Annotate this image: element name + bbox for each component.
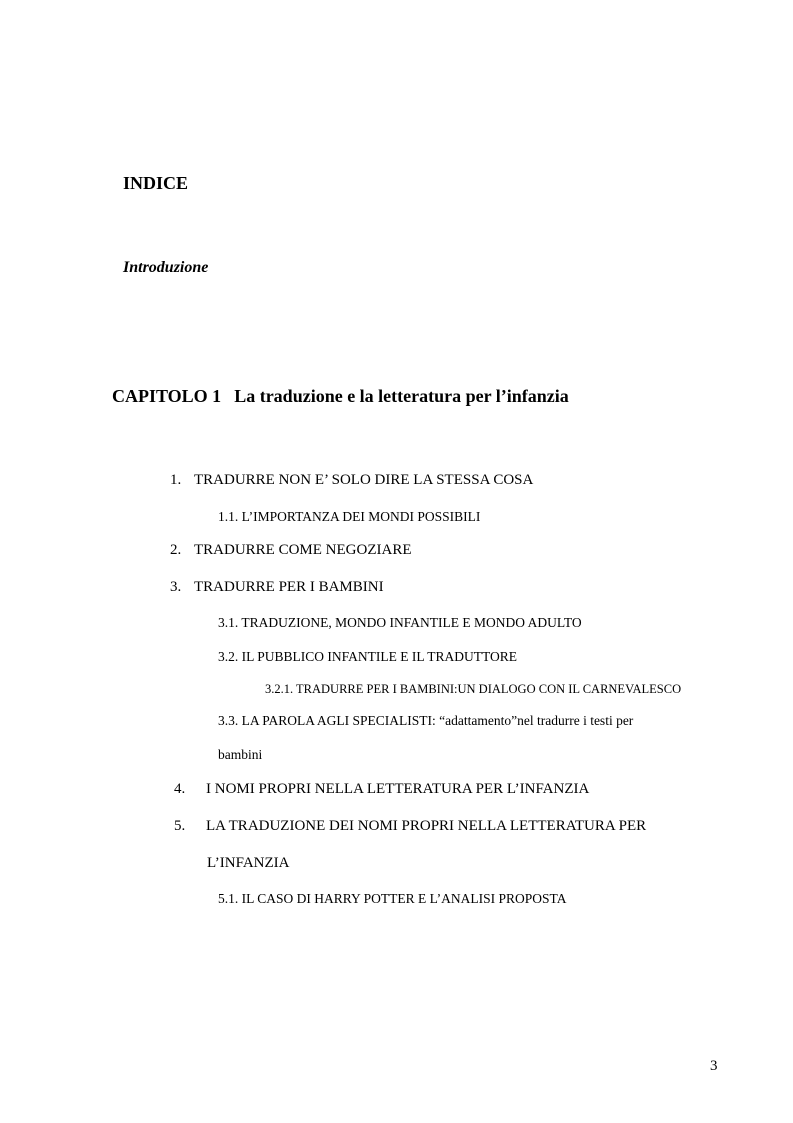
toc-entry-text: TRADURRE COME NEGOZIARE bbox=[194, 542, 412, 558]
chapter-heading bbox=[112, 387, 569, 405]
toc-entry-3-1: 3.1. TRADUZIONE, MONDO INFANTILE E MONDO ADULTO bbox=[218, 615, 582, 630]
toc-entry-number: 1. bbox=[170, 472, 182, 488]
toc-entry-1 bbox=[170, 473, 533, 488]
toc-entry-5 bbox=[174, 819, 646, 834]
toc-entry-3-3-continuation: bambini bbox=[218, 747, 263, 762]
toc-entry-text: TRADURRE PER I BAMBINI bbox=[194, 579, 384, 595]
chapter-title: La traduzione e la letteratura per l’infanzia bbox=[234, 386, 569, 406]
toc-entry-3-3: 3.3. LA PAROLA AGLI SPECIALISTI: “adattamento”nel tradurre i testi per bbox=[218, 713, 634, 728]
toc-entry-text: LA TRADUZIONE DEI NOMI PROPRI NELLA LETTERATURA PER bbox=[206, 818, 647, 834]
introduction-entry: Introduzione bbox=[123, 259, 209, 276]
toc-entry-5-1: 5.1. IL CASO DI HARRY POTTER E L’ANALISI PROPOSTA bbox=[218, 891, 567, 906]
chapter-number: CAPITOLO 1 bbox=[112, 386, 222, 406]
toc-entry-5-continuation: L’INFANZIA bbox=[207, 855, 290, 871]
toc-entry-number: 2. bbox=[170, 542, 182, 558]
toc-entry-text: TRADURRE NON E’ SOLO DIRE LA STESSA COSA bbox=[194, 472, 534, 488]
toc-entry-number: 3. bbox=[170, 579, 182, 595]
toc-entry-1-1: 1.1. L’IMPORTANZA DEI MONDI POSSIBILI bbox=[218, 509, 481, 524]
page-title: INDICE bbox=[123, 173, 189, 193]
toc-entry-3-2-1: 3.2.1. TRADURRE PER I BAMBINI:UN DIALOGO CON IL CARNEVALESCO bbox=[265, 682, 682, 696]
toc-entry-number: 4. bbox=[174, 781, 186, 797]
page-number: 3 bbox=[710, 1058, 718, 1074]
toc-entry-3-2: 3.2. IL PUBBLICO INFANTILE E IL TRADUTTORE bbox=[218, 649, 517, 664]
toc-entry-4 bbox=[174, 782, 589, 797]
toc-entry-3 bbox=[170, 580, 384, 595]
toc-entry-2 bbox=[170, 543, 412, 558]
toc-entry-text: I NOMI PROPRI NELLA LETTERATURA PER L’INFANZIA bbox=[206, 781, 590, 797]
toc-entry-number: 5. bbox=[174, 818, 186, 834]
